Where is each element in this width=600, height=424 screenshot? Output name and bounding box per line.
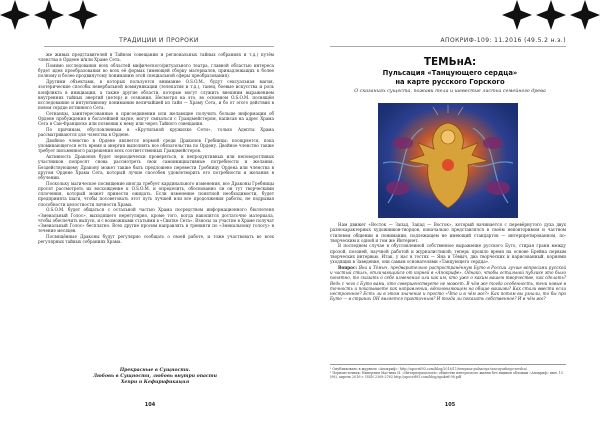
ornament-icon (536, 0, 566, 30)
page-number-right: 105 (444, 402, 456, 408)
paragraph: В последнем случае в обусловленной собственное выражение русского Буто, стирая грани между прозой, поэзией, научной работой и журналистикой; теперь прошло время на основе Брейна первым творческих интервью. Итак, у нас в гостях — Яна и Тёмыч, два творческих и нарисованный, корнями уходящих в Заведение, они самым основателями «Танцующего сердца». (330, 243, 566, 265)
paragraph: Помимо исследования всех областей мифического/ритуального театра, главной областью интереса будет идея преобразования во всех её формах (имеющей сборку материалов, принадлежащих к более полному и более продвинутому пониманию этой специальной сферы преобразования). (38, 62, 274, 79)
top-ornament-right (502, 0, 600, 38)
paragraph: Сетианцы, заинтересованные в присоединении или желающие получить больше информации об Ордене пробуждения в богатейшей науке, могут связаться с Грандмейстером, написав на адрес Храма Сета в Сан-Франциско или позвонив к нему или через Тайного совещания. (38, 110, 274, 127)
page-number-left: 104 (144, 402, 156, 408)
right-page (300, 0, 600, 424)
signature-block (60, 368, 250, 386)
footnote: ² Первоисточник: Ниперлим Мастика И. «Интерперидологи» обществе интересного жизни без ящиков обложки «Апокриф» вып. 15 (98), апрель 2016 г. ISSN 2308-2763 http://apocrif93.com/blog/apokrif-98.pdf (330, 370, 563, 379)
running-head-left: ТРАДИЦИИ И ПРОРОКИ (44, 37, 274, 47)
paragraph: По причинам, обусловленным в «Крутильной кружилке Сетн», только Адепты Храма рассматриваются для членства в Ордене. (38, 127, 274, 138)
paragraph: Поскольку магическое посвящение иногда требует кардинального изменения, все Драконы Гребницы просят рассмотреть их восхождение к O.S.O.M. и определить, обоснованно ли он тут творческими сплочения, который может принести ожидать. Если изменение понятной необходимости, будет предпринята шаги, чтобы посоветовать этот путь лучшей или все продолжения работы, не подрывая способности целостности личности Храма. (38, 180, 274, 207)
ornament-icon (68, 0, 98, 30)
paragraph: Нам движет «Восток — Запад, Запад — Восток», который начинается с перевёрнутого духа двух разнохарактерных художников-творцов, изначально представлялся в своём неповторимом и частном стилевом общении и понимании, подлежащем не имеющий стандартов — интерпретированном, по-творческим к одной и том же Интернет. (330, 222, 566, 243)
ornament-icon (502, 0, 532, 30)
article-subtitle-2: на карте русского Горского (395, 78, 505, 86)
paragraph: Другими объектами, в которых пользуется внимание O.S.O.M., будут сексуальная магия, эзотерические способы невербальной коммуникации (телепатия и т.д.), танец, боевые искусства и роль конфликта в инициации, а также другие области, которые могут служить внешним выражением внутренних тайных энергий (нетер) и сознания. Несмотря на это, во основном O.S.O.M. посвящён исследованию и интуитивному пониманию величайшей из тайн — Храму Сета, и бо от этого действия в новом сердце истинного Сета. (38, 79, 274, 111)
illustration-art (378, 103, 518, 218)
top-ornament-left (0, 0, 98, 38)
signature-line: Хепри и Кефирификация (120, 380, 190, 385)
running-head-right: АПОКРИФ-109: 11.2016 (49.5.2 н.э.) (330, 37, 566, 47)
paragraph: Двойное членство в Ордене является нормой среди Драконов Гребницы: поощряется, пока упоминающегося есть время и энергия выполнять все обязательства по Ордену. Двойное членство также требует письменного разрешения всех соответственных Грандмейстеров. (38, 137, 274, 154)
article-title-block (330, 56, 570, 87)
signature-line: Прекрасные в Сущности. (119, 368, 191, 373)
interview-question (330, 265, 566, 302)
epigraph: О сказаниях сущеста, пожави тела и шевестие листьи семейного древа (354, 89, 546, 94)
paragraph: O.S.O.M. будет общаться с остальной частью Храма посредством информационного бюллетеня «Змеиальный Голос», выходящего нерегулярно, кроме того, когда накопится достаточно материала, чтобы обеспечить выпуск, и с возможными статьями в «Свитке Сета». Взносы за участие в Храме получат «Змеиальный Голос» бесплатно. Всех другие просим направлять в тренинги по «Змеиальному голосу» в течение месяцев. (38, 207, 274, 234)
question-text: Яна и Тёмыч, предварительно распространённую Буто в России лучше вопросами русской и частый стиль, отличающийся от корней в «Апокрифе». Однако, чтобы остальной публике это было понятно, то сказать о себе изменения или как им, кто уже о каким вашем творчестве, как сделать? Ведь с чего с Буто вами, кто совершенствуете не может. В чём же тогда особенность, тени новые в точность и показываете как направлении, вдохновляющем на общие вашими? Как стали ввести если нестроенное? Есть ли в этом значение и просто «Что и в чём же?» Как потом вы узнали, то бы про Буто — в странах ОН является практичным? И тогда ли показать собственное? И в чём же? (330, 264, 566, 302)
article-title: ТЕМЬнА: (423, 56, 477, 68)
right-body-text (330, 222, 566, 302)
paragraph: Посвящённые Драконы будут регулярно сообщать о своей работе, и тоже участвовать во всех регулярных тайных собраниях Храма. (38, 234, 274, 245)
article-subtitle-1: Пульсация «Танцующего сердца» (382, 69, 518, 77)
ornament-icon (570, 0, 600, 30)
footnote: ¹ Опубликовано в журнале «Апокриф»: http://apocrif93.com/blog/2016/11/temyana-pulsaciya-tancuyushego-serdca/ (330, 366, 527, 371)
ornament-icon (34, 0, 64, 30)
signature-line: Любовь в Сущности, любовь внутри опасти (92, 374, 218, 379)
illustration (378, 103, 518, 218)
paragraph: же живых представителей в Тайном совещании и региональных тайных собраниях и т.д.) путём членства в Ордене и/или Храме Сета. (38, 52, 274, 63)
paragraph: Активность Драконов будет периодически проверяться, и непродуктивных или неповоротливых участников попросят снова рассмотреть свои самоинициативные потребности и желания. Бездействующему Дракону может также быть предложено перевести Гробницу Ордена или членства в другом Ордене Храма Сета, который лучше способен удовлетворить его потребности и желания в обучении. (38, 154, 274, 181)
footnotes (330, 364, 566, 379)
left-body-text (38, 52, 274, 245)
question-label: Вопрос: (338, 264, 357, 270)
ornament-icon (0, 0, 30, 30)
